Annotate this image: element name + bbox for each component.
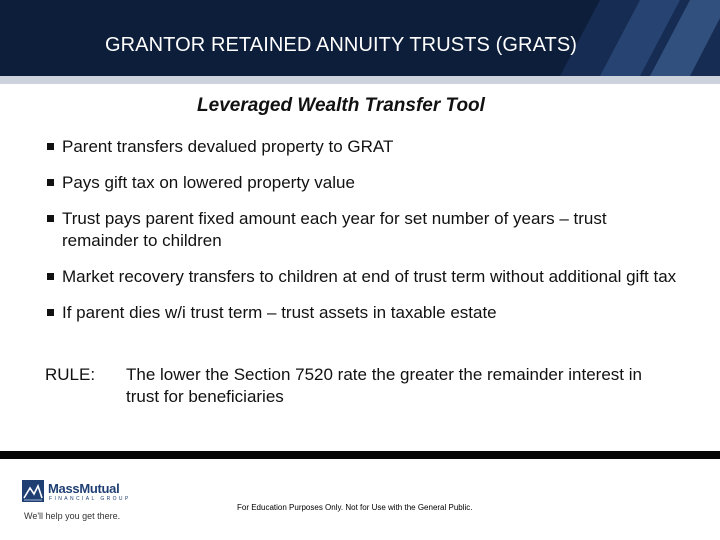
bullet-list [46,136,686,338]
square-bullet-icon [47,309,54,316]
square-bullet-icon [47,143,54,150]
bullet-item [46,136,686,158]
slide-header [0,0,720,76]
bullet-item [46,302,686,324]
footer-disclaimer: For Education Purposes Only. Not for Use with the General Public. [237,503,473,512]
bullet-text: Parent transfers devalued property to GRAT [62,137,394,156]
logo-tagline: We'll help you get there. [24,511,121,521]
slide-subtitle: Leveraged Wealth Transfer Tool [197,95,485,116]
logo-subtext: FINANCIAL GROUP [49,496,131,502]
logo-wordmark: MassMutual [48,481,120,496]
square-bullet-icon [47,215,54,222]
slide-title: GRANTOR RETAINED ANNUITY TRUSTS (GRATS) [104,34,578,56]
square-bullet-icon [47,273,54,280]
bullet-text: Pays gift tax on lowered property value [62,173,355,192]
bullet-item [46,266,686,288]
massmutual-logo-icon [22,480,46,504]
bullet-text: If parent dies w/i trust term – trust assets in taxable estate [62,303,497,322]
header-divider [0,76,720,84]
bullet-text: Market recovery transfers to children at end of trust term without additional gift tax [62,267,677,286]
company-logo [22,480,132,524]
footer-divider [0,451,720,459]
square-bullet-icon [47,179,54,186]
rule-label: RULE: [45,365,96,384]
rule-text: The lower the Section 7520 rate the greater the remainder interest in trust for beneficiaries [126,365,642,406]
bullet-item [46,208,686,252]
bullet-item [46,172,686,194]
bullet-text: Trust pays parent fixed amount each year for set number of years – trust remainder to children [62,209,607,250]
